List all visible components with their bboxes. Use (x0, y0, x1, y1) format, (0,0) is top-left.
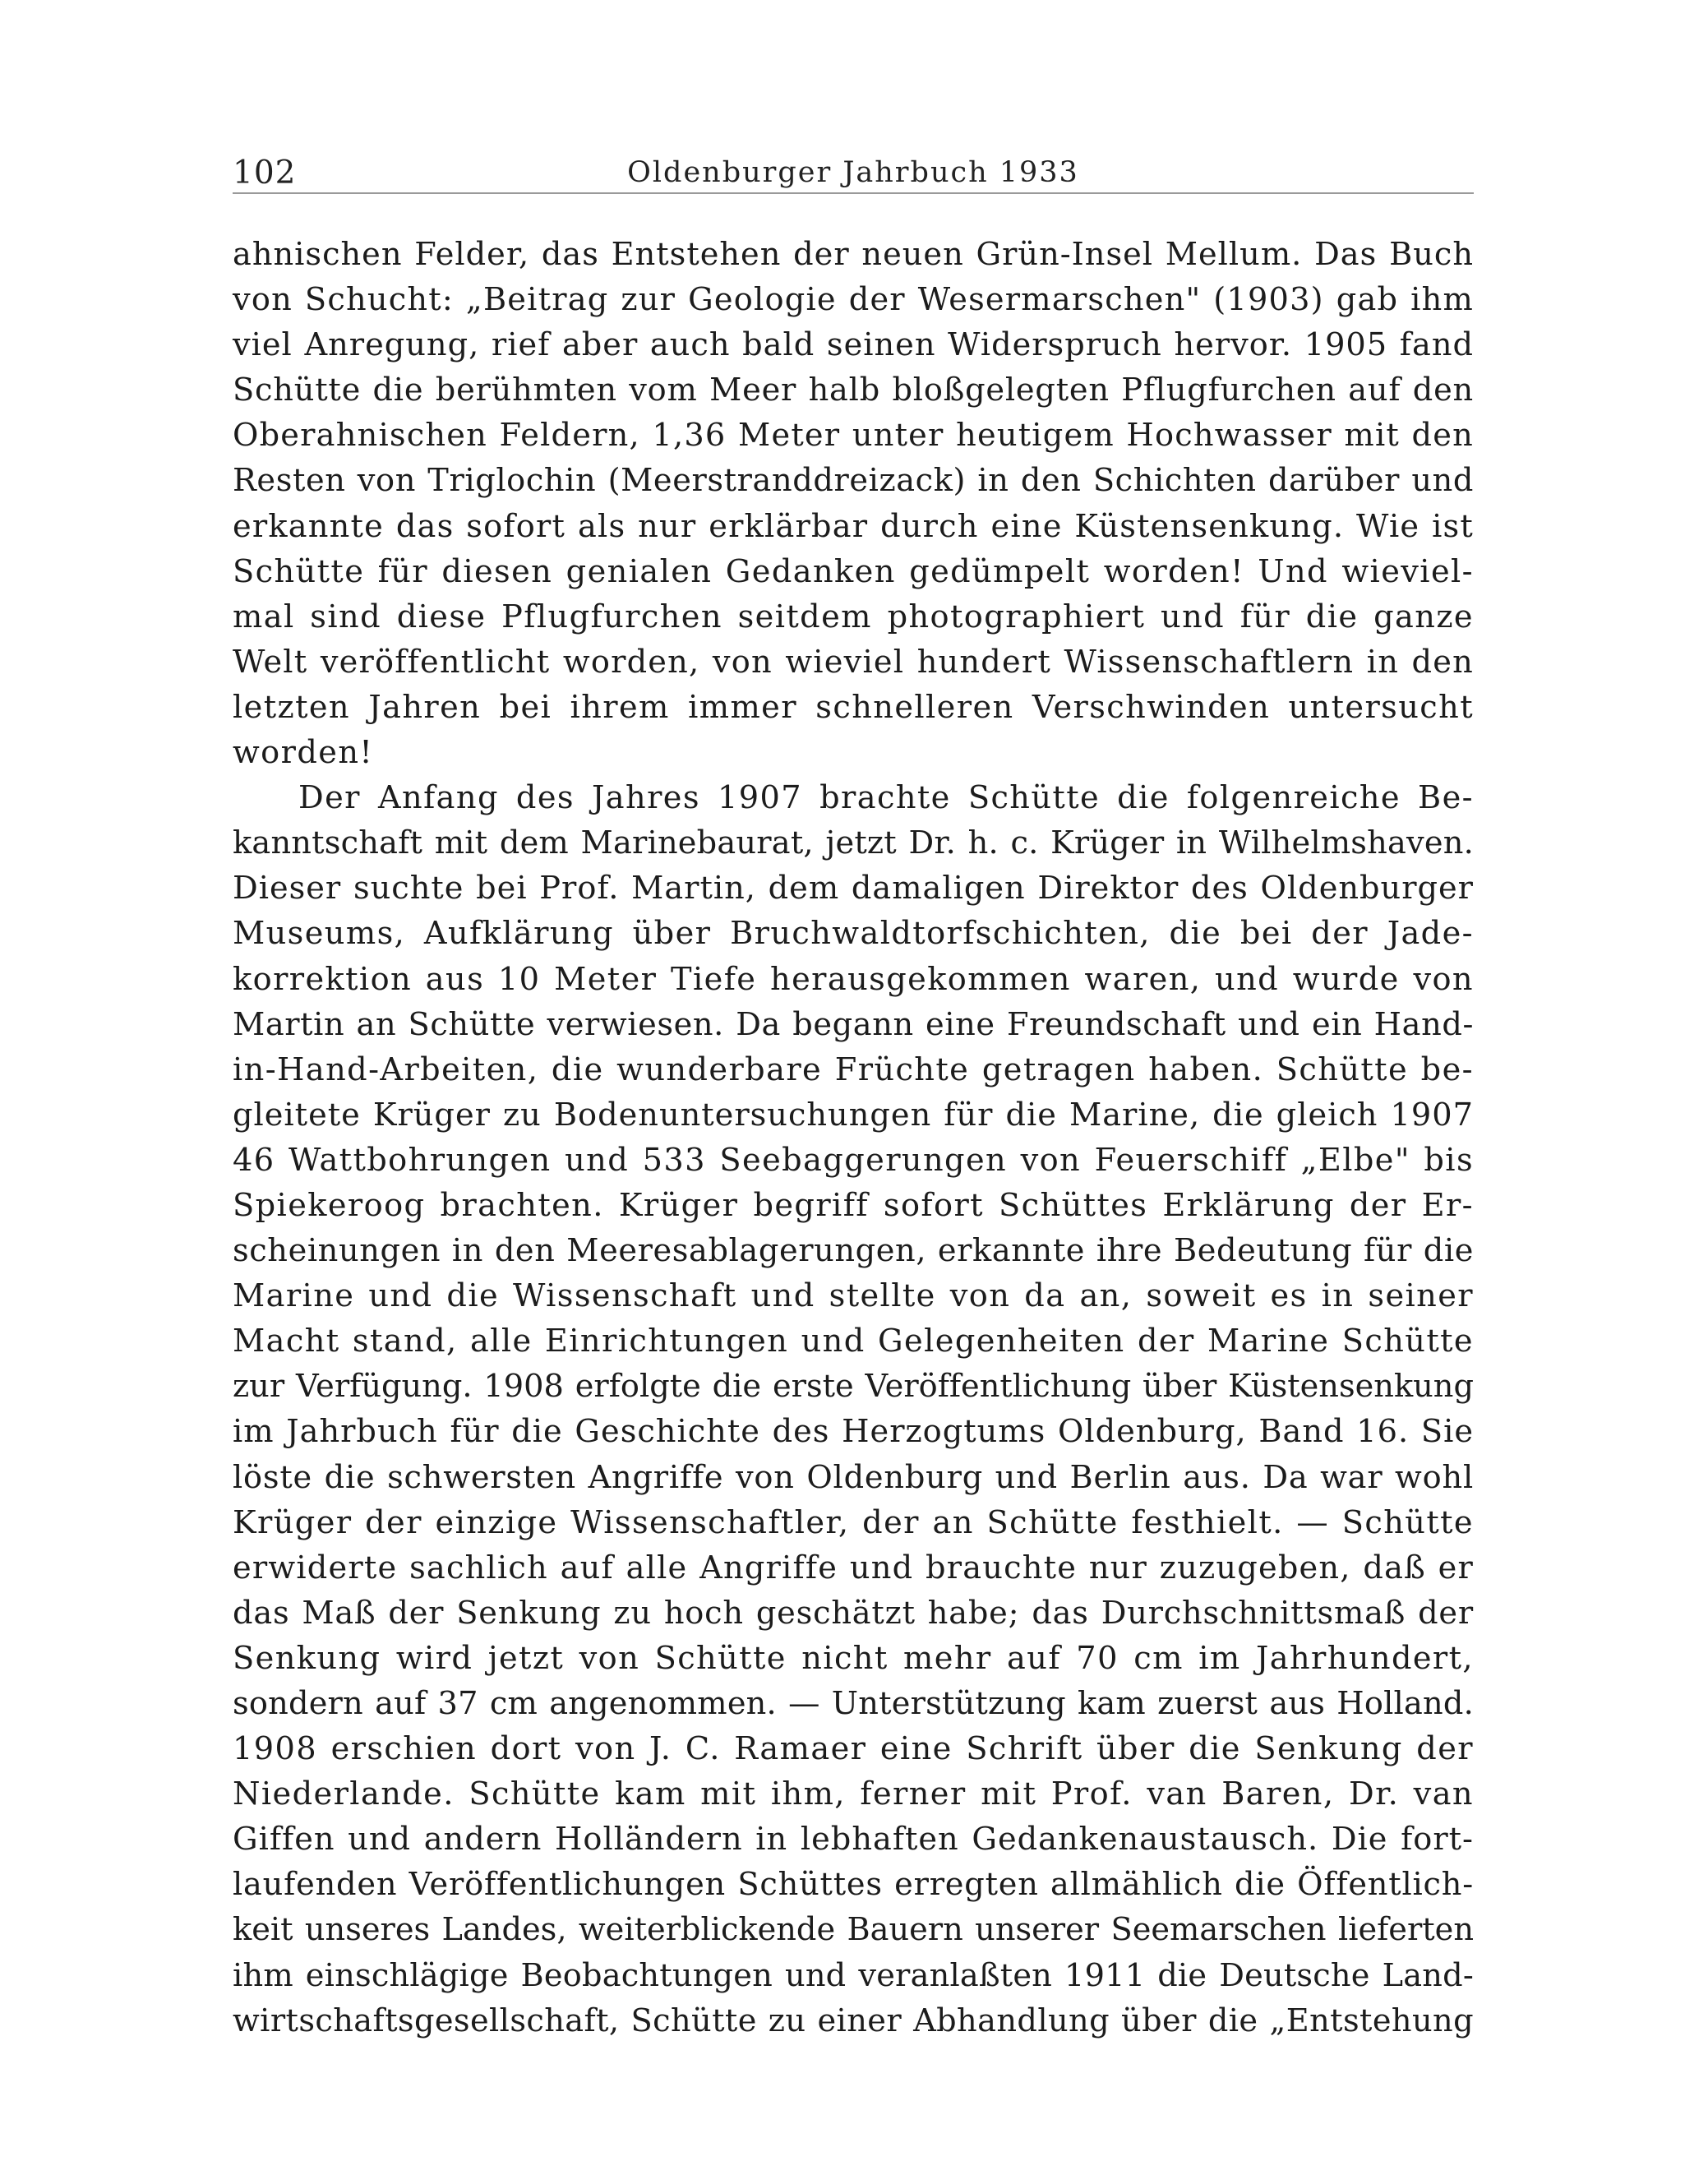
text-line: löste die schwersten Angriffe von Oldenburg und Berlin aus. Da war wohl (233, 1458, 1474, 1496)
text-line: von Schucht: „Beitrag zur Geologie der Wesermarschen" (1903) gab ihm (233, 281, 1474, 319)
text-line: viel Anregung, rief aber auch bald seinen Widerspruch hervor. 1905 fand (233, 326, 1474, 364)
page-number: 102 (233, 155, 297, 192)
text-line: Schütte die berühmten vom Meer halb bloßgelegten Pflugfurchen auf den (233, 372, 1474, 409)
journal-title: Oldenburger Jahrbuch 1933 (627, 156, 1079, 189)
text-line: Senkung wird jetzt von Schütte nicht mehr auf 70 cm im Jahrhundert, (233, 1639, 1474, 1677)
text-line: mal sind diese Pflugfurchen seitdem photographiert und für die ganze (233, 598, 1474, 635)
text-line: Welt veröffentlicht worden, von wieviel hundert Wissenschaftlern in den (233, 643, 1474, 681)
text-line: Giffen und andern Holländern in lebhaften Gedankenaustausch. Die fort- (233, 1821, 1474, 1858)
text-line: scheinungen in den Meeresablagerungen, erkannte ihre Bedeutung für die (233, 1232, 1474, 1270)
body-text (233, 232, 1474, 2043)
text-line: Museums, Aufklärung über Bruchwaldtorfschichten, die bei der Jade- (233, 915, 1474, 953)
text-line: Martin an Schütte verwiesen. Da begann eine Freundschaft und ein Hand- (233, 1005, 1474, 1043)
text-line: worden! (233, 734, 374, 772)
text-line: erkannte das sofort als nur erklärbar durch eine Küstensenkung. Wie ist (233, 507, 1474, 545)
text-line: Der Anfang des Jahres 1907 brachte Schütte die folgenreiche Be- (298, 779, 1474, 817)
text-line: das Maß der Senkung zu hoch geschätzt habe; das Durchschnittsmaß der (233, 1594, 1474, 1632)
text-line: ahnischen Felder, das Entstehen der neuen Grün-Insel Mellum. Das Buch (233, 236, 1474, 273)
text-line: Krüger der einzige Wissenschaftler, der an Schütte festhielt. — Schütte (233, 1503, 1474, 1541)
text-line: 46 Wattbohrungen und 533 Seebaggerungen von Feuerschiff „Elbe" bis (233, 1141, 1474, 1179)
text-line: 1908 erschien dort von J. C. Ramaer eine Schrift über die Senkung der (233, 1730, 1474, 1768)
text-line: laufenden Veröffentlichungen Schüttes erregten allmählich die Öffentlich- (233, 1866, 1474, 1904)
text-line: gleitete Krüger zu Bodenuntersuchungen für die Marine, die gleich 1907 (233, 1096, 1474, 1134)
text-line: in-Hand-Arbeiten, die wunderbare Früchte getragen haben. Schütte be- (233, 1050, 1474, 1088)
text-line: Oberahnischen Feldern, 1,36 Meter unter heutigem Hochwasser mit den (233, 417, 1474, 455)
text-line: kanntschaft mit dem Marinebaurat, jetzt Dr. h. c. Krüger in Wilhelmshaven. (233, 824, 1474, 862)
text-line: zur Verfügung. 1908 erfolgte die erste Veröffentlichung über Küstensenkung (233, 1368, 1474, 1406)
text-line: Macht stand, alle Einrichtungen und Gelegenheiten der Marine Schütte (233, 1323, 1474, 1360)
text-line: Schütte für diesen genialen Gedanken gedümpelt worden! Und wieviel- (233, 552, 1474, 590)
text-line: Dieser suchte bei Prof. Martin, dem damaligen Direktor des Oldenburger (233, 870, 1474, 907)
paragraph-2 (233, 775, 1474, 2043)
text-line: Niederlande. Schütte kam mit ihm, ferner mit Prof. van Baren, Dr. van (233, 1775, 1474, 1813)
header-rule (233, 192, 1474, 194)
text-line: im Jahrbuch für die Geschichte des Herzogtums Oldenburg, Band 16. Sie (233, 1413, 1474, 1451)
text-line: Spiekeroog brachten. Krüger begriff sofort Schüttes Erklärung der Er- (233, 1186, 1474, 1224)
running-head (233, 146, 1474, 192)
text-line: korrektion aus 10 Meter Tiefe herausgekommen waren, und wurde von (233, 960, 1474, 998)
text-line: erwiderte sachlich auf alle Angriffe und brauchte nur zuzugeben, daß er (233, 1549, 1474, 1586)
text-line: sondern auf 37 cm angenommen. — Unterstützung kam zuerst aus Holland. (233, 1685, 1474, 1722)
text-line: letzten Jahren bei ihrem immer schnelleren Verschwinden untersucht (233, 688, 1474, 726)
text-line: keit unseres Landes, weiterblickende Bauern unserer Seemarschen lieferten (233, 1911, 1474, 1949)
paragraph-1 (233, 232, 1474, 775)
text-line: wirtschaftsgesellschaft, Schütte zu einer Abhandlung über die „Entstehung (233, 2002, 1474, 2039)
text-line: ihm einschlägige Beobachtungen und veranlaßten 1911 die Deutsche Land- (233, 1956, 1474, 1994)
text-line: Marine und die Wissenschaft und stellte von da an, soweit es in seiner (233, 1277, 1474, 1315)
text-line: Resten von Triglochin (Meerstranddreizack) in den Schichten darüber und (233, 462, 1474, 500)
